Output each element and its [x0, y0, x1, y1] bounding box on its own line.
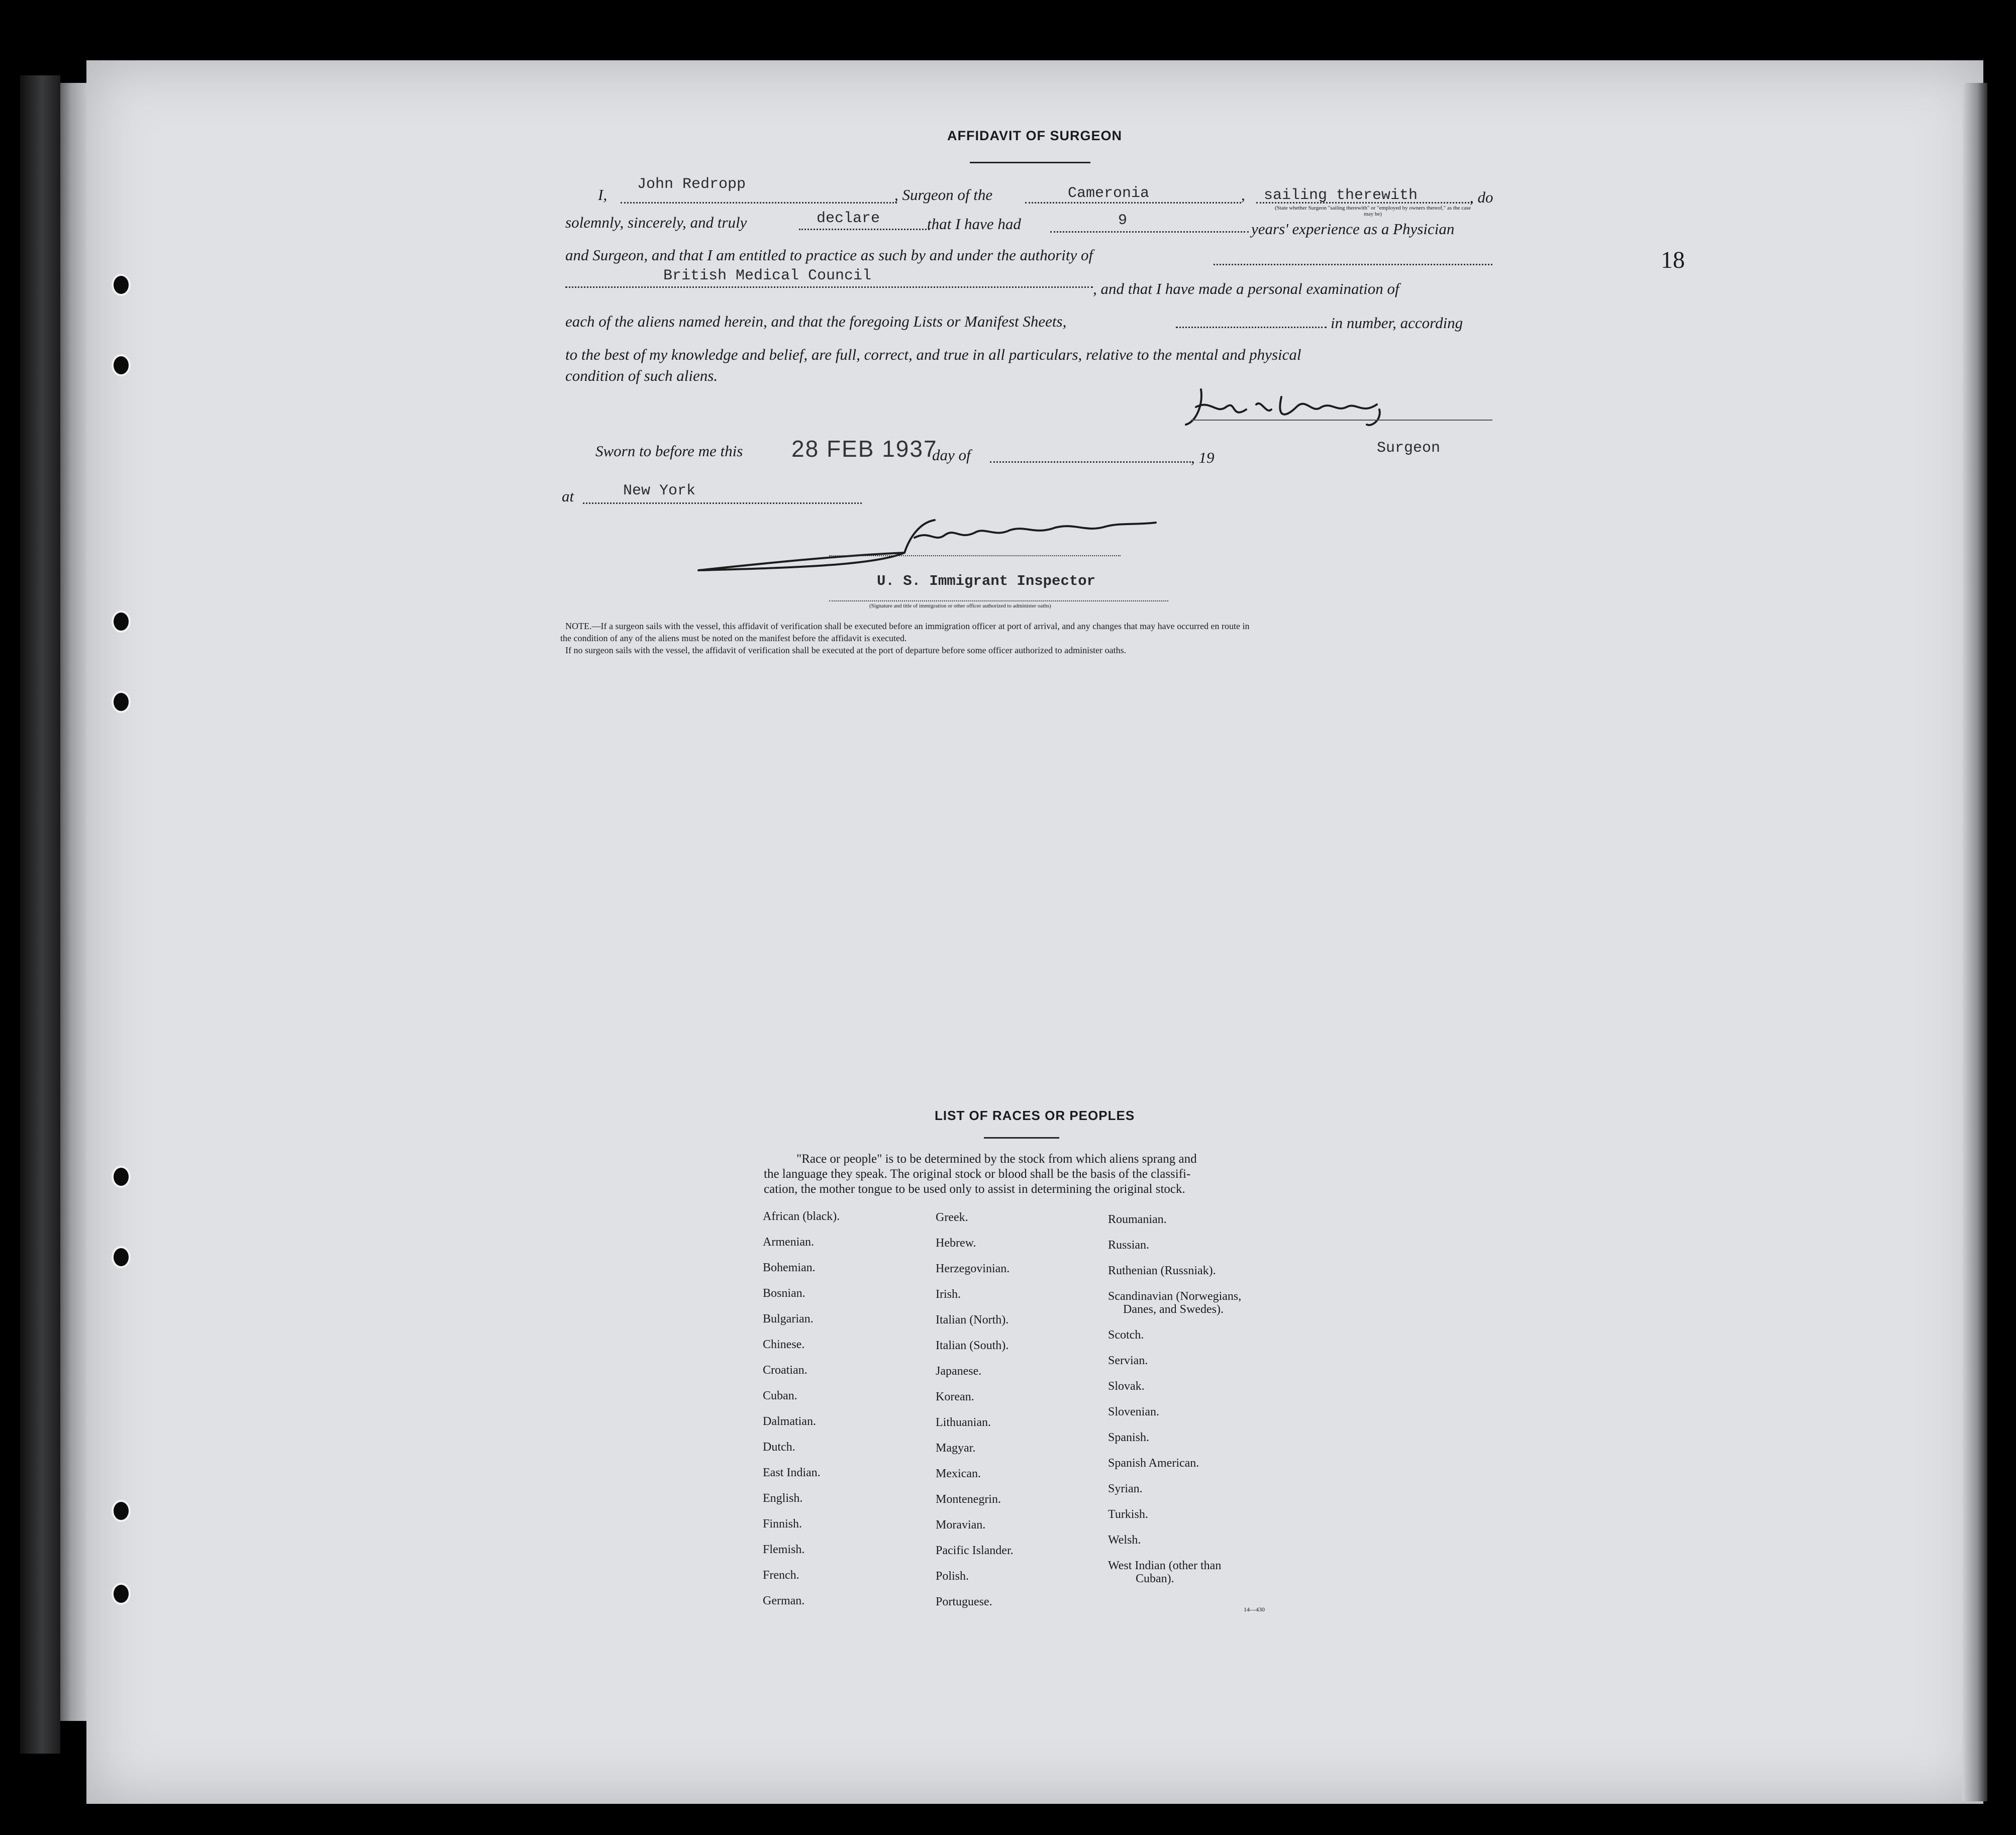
punch-hole	[112, 274, 131, 296]
page-left-edge	[60, 83, 88, 1721]
list-item: African (black).	[763, 1210, 840, 1223]
list-item: Portuguese.	[936, 1595, 992, 1608]
list-item: Irish.	[936, 1288, 961, 1301]
list-item: Polish.	[936, 1570, 969, 1583]
list-item: Dalmatian.	[763, 1415, 816, 1428]
list-item: Cuban.	[763, 1389, 797, 1402]
punch-hole	[112, 1246, 131, 1268]
surgeon-name-line	[621, 202, 897, 203]
note-line2: the condition of any of the aliens must be noted on the manifest before the affidavit is executed.	[560, 633, 907, 643]
binding-strip	[20, 75, 60, 1754]
list-item: Spanish American.	[1108, 1457, 1199, 1470]
sworn-year-prefix: , 19	[1191, 449, 1215, 466]
affidavit-line1-mid: , Surgeon of the	[894, 186, 993, 203]
list-item-line: Danes, and Swedes).	[1123, 1303, 1224, 1316]
list-item: Italian (North).	[936, 1313, 1009, 1327]
note-line1: NOTE.—If a surgeon sails with the vessel, this affidavit of verification shall be executed before an immigration officer at port of arrival, and any changes that may have occurred en route in	[565, 621, 1250, 631]
sailing-note: (State whether Surgeon "sailing therewith" or "employed by owners thereof," as the case may be)	[1274, 205, 1471, 217]
ship-name: Cameronia	[1068, 185, 1150, 202]
list-item: Dutch.	[763, 1441, 795, 1454]
list-item: East Indian.	[763, 1466, 821, 1479]
list-item-line: West Indian (other than	[1108, 1559, 1222, 1572]
list-item: Bosnian.	[763, 1287, 805, 1300]
list-item: Moravian.	[936, 1518, 986, 1532]
list-item-line: Cuban).	[1136, 1572, 1174, 1585]
sworn-day-of: day of	[932, 446, 971, 464]
affidavit-line6: to the best of my knowledge and belief, are full, correct, and true in all particulars, relative to the mental and physical	[565, 346, 1301, 363]
punch-hole	[112, 1583, 131, 1605]
list-item: Bulgarian.	[763, 1312, 814, 1326]
list-item: English.	[763, 1492, 803, 1505]
races-title-underline	[984, 1137, 1059, 1139]
surgeon-signature	[1181, 379, 1417, 435]
races-column-1	[763, 1210, 840, 1620]
list-item: Chinese.	[763, 1338, 805, 1351]
list-item	[1108, 1290, 1241, 1329]
affidavit-line2-pre: solemnly, sincerely, and truly	[565, 214, 747, 231]
surgeon-label: Surgeon	[1377, 440, 1441, 457]
list-item	[1108, 1559, 1241, 1589]
list-item: Bohemian.	[763, 1261, 816, 1274]
inspector-title-line	[829, 600, 1168, 601]
title-underline	[970, 162, 1090, 163]
list-item: Magyar.	[936, 1442, 976, 1455]
affidavit-line2-mid: that I have had	[927, 215, 1021, 233]
list-item: Japanese.	[936, 1365, 982, 1378]
list-item: Slovak.	[1108, 1380, 1145, 1393]
location-value: New York	[623, 482, 696, 499]
list-item: Mexican.	[936, 1467, 981, 1480]
years-value: 9	[1118, 212, 1128, 229]
authority-line-a	[1214, 264, 1492, 265]
at-label: at	[562, 487, 574, 505]
inspector-title: U. S. Immigrant Inspector	[877, 573, 1096, 589]
list-item: Turkish.	[1108, 1508, 1148, 1521]
races-column-3	[1108, 1213, 1241, 1589]
inspector-signature-line	[829, 555, 1121, 556]
list-item: Servian.	[1108, 1354, 1148, 1367]
list-item: Croatian.	[763, 1364, 808, 1377]
list-item: Scotch.	[1108, 1329, 1144, 1342]
affidavit-line1-pre: I,	[598, 186, 608, 203]
surgeon-signature-line	[1191, 420, 1492, 421]
list-item: Welsh.	[1108, 1534, 1141, 1547]
affidavit-line7: condition of such aliens.	[565, 367, 718, 384]
affidavit-line1-end: , do	[1470, 188, 1493, 206]
sworn-month-line	[990, 461, 1191, 463]
list-item-line: Scandinavian (Norwegians,	[1108, 1290, 1242, 1303]
sworn-prefix: Sworn to before me this	[595, 442, 743, 460]
punch-hole	[112, 1500, 131, 1522]
list-item: Montenegrin.	[936, 1493, 1001, 1506]
list-item: Italian (South).	[936, 1339, 1009, 1352]
list-item: Spanish.	[1108, 1431, 1150, 1444]
location-line	[583, 502, 862, 504]
sheets-count-line	[1176, 327, 1327, 328]
authority-value: British Medical Council	[663, 267, 872, 284]
comma-after-ship: ,	[1241, 186, 1245, 203]
list-item: Ruthenian (Russniak).	[1108, 1264, 1216, 1277]
affidavit-line2-end: years' experience as a Physician	[1251, 220, 1455, 238]
sailing-status: sailing therewith	[1264, 187, 1418, 204]
punch-hole	[112, 354, 131, 376]
races-title: LIST OF RACES OR PEOPLES	[935, 1108, 1135, 1123]
note-line3: If no surgeon sails with the vessel, the affidavit of verification shall be executed at the port of departure before some officer authorized to administer oaths.	[565, 645, 1127, 655]
punch-hole	[112, 691, 131, 713]
list-item: Lithuanian.	[936, 1416, 991, 1429]
list-item: Herzegovinian.	[936, 1262, 1010, 1275]
affidavit-line5-pre: each of the aliens named herein, and that the foregoing Lists or Manifest Sheets,	[565, 313, 1067, 330]
races-intro-line3: cation, the mother tongue to be used only to assist in determining the original stock.	[764, 1182, 1185, 1196]
list-item: Flemish.	[763, 1543, 805, 1556]
years-line	[1050, 231, 1249, 233]
affidavit-line5-end: in number, according	[1331, 314, 1463, 332]
list-item: Finnish.	[763, 1517, 802, 1531]
list-item: Armenian.	[763, 1236, 814, 1249]
surgeon-name: John Redropp	[637, 176, 746, 193]
list-item: Korean.	[936, 1390, 974, 1403]
form-number: 14—430	[1244, 1606, 1265, 1613]
authority-line-b	[565, 286, 1093, 288]
list-item: German.	[763, 1594, 805, 1607]
list-item: Syrian.	[1108, 1482, 1143, 1495]
ship-name-line	[1025, 202, 1241, 203]
races-intro-line2: the language they speak. The original stock or blood shall be the basis of the classifi-	[764, 1167, 1191, 1181]
punch-hole	[112, 610, 131, 633]
races-intro-line1: "Race or people" is to be determined by the stock from which aliens sprang and	[796, 1152, 1197, 1166]
list-item: Slovenian.	[1108, 1405, 1159, 1418]
affidavit-line4-end: , and that I have made a personal examination of	[1093, 280, 1399, 297]
affidavit-line3: and Surgeon, and that I am entitled to practice as such by and under the authority of	[565, 246, 1093, 264]
declaration-line	[799, 229, 930, 230]
list-item: Russian.	[1108, 1239, 1150, 1252]
declaration-value: declare	[817, 210, 880, 227]
list-item: Pacific Islander.	[936, 1544, 1014, 1557]
list-item: Roumanian.	[1108, 1213, 1167, 1226]
list-item: Greek.	[936, 1211, 968, 1224]
inspector-caption: (Signature and title of immigration or other officer authorized to administer oaths)	[869, 603, 1051, 609]
sworn-date-stamp: 28 FEB 1937	[791, 436, 938, 462]
list-item: French.	[763, 1569, 799, 1582]
page-number: 18	[1661, 247, 1685, 273]
list-item: Hebrew.	[936, 1237, 976, 1250]
page-right-edge	[1962, 83, 1987, 1801]
inspector-signature	[693, 507, 1161, 578]
affidavit-title: AFFIDAVIT OF SURGEON	[947, 128, 1122, 143]
races-column-2	[936, 1211, 1014, 1621]
punch-hole	[112, 1166, 131, 1188]
